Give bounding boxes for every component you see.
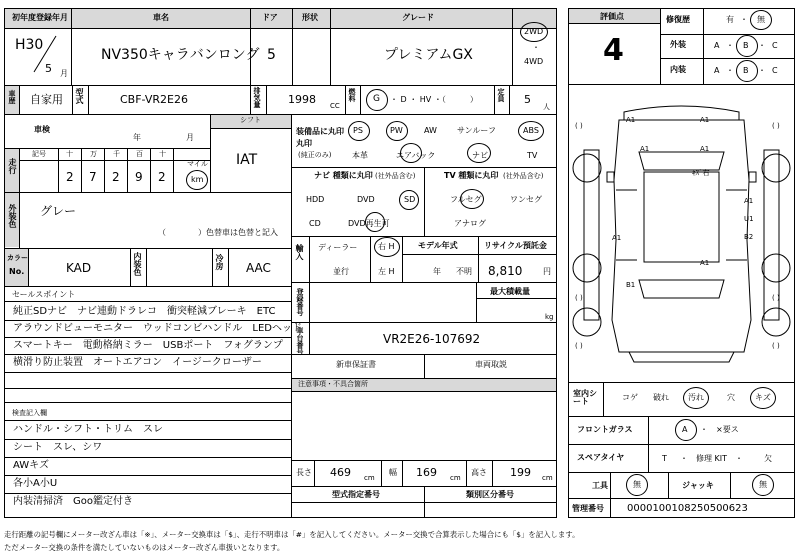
odo-digit-4: 9 xyxy=(135,170,143,184)
damage-mark-7: U1 xyxy=(744,215,754,223)
sales-line-4: 横滑り防止装置 オートエアコン イージークローザー xyxy=(13,357,262,368)
seat-dirt: 汚れ xyxy=(688,393,704,402)
navi-type-label: ナビ 種類に丸印 xyxy=(314,171,373,180)
equip-tv: TV xyxy=(527,151,538,160)
owner-manual: 車両取説 xyxy=(475,360,507,369)
svg-text:( ): ( ) xyxy=(772,294,780,302)
model-year-unit: 年 xyxy=(433,267,441,276)
equip-label-2: 丸印 xyxy=(296,139,312,148)
max-load-unit: kg xyxy=(545,313,554,321)
fuel-options: ・ D ・ HV ・（ ） xyxy=(390,95,478,104)
int-dot-2: ・ xyxy=(758,66,766,75)
equip-leather: 本革 xyxy=(352,151,368,160)
front-glass-label: フロントガラス xyxy=(577,425,633,434)
equip-airbag: エアバック xyxy=(396,151,436,160)
width-unit: cm xyxy=(450,474,461,482)
recycle-yen: 円 xyxy=(543,267,551,276)
seat-scratch: キズ xyxy=(755,393,771,402)
fuel-label: 燃料 xyxy=(348,88,356,102)
damage-mark-1: A1 xyxy=(626,116,636,124)
odo-col-symbol: 記号 xyxy=(32,150,46,158)
navi-hdd: HDD xyxy=(306,195,325,204)
door-label: ドア xyxy=(262,13,278,22)
capacity-unit: 人 xyxy=(543,103,550,111)
svg-text:( ): ( ) xyxy=(575,294,583,302)
new-car-warranty: 新車保証書 xyxy=(336,360,376,369)
door-count: 5 xyxy=(267,47,276,63)
int-c: C xyxy=(772,66,778,75)
svg-text:( ): ( ) xyxy=(575,342,583,350)
damage-mark-4: A1 xyxy=(700,145,710,153)
chassis-number: VR2E26-107692 xyxy=(383,332,481,346)
model-year-unknown: 不明 xyxy=(456,267,472,276)
footer-note-2: ただメーター交換の条件を満たしていないものはメーター改ざん車扱いとなります。 xyxy=(4,543,285,552)
height-label: 高さ xyxy=(471,468,487,477)
tv-type-sub: (社外品含む) xyxy=(503,172,544,180)
inspector-line-1: ハンドル・シフト・トリム スレ xyxy=(13,424,163,435)
damage-mark-5: ｷｽﾞ右 xyxy=(692,169,710,177)
displacement-label: 排気量 xyxy=(253,87,261,108)
seat-label: 室内シート xyxy=(573,389,597,406)
shift-label: シフト xyxy=(240,116,261,124)
odo-col-sen: 千 xyxy=(113,150,120,158)
int-dot-1: ・ xyxy=(726,66,734,75)
color-code: KAD xyxy=(66,261,92,275)
equip-abs: ABS xyxy=(523,126,539,135)
equip-label: 装備品に丸印 xyxy=(296,127,344,136)
color-code-label: カラー xyxy=(7,254,28,262)
navi-cd: CD xyxy=(309,219,321,228)
odo-digit-5: 2 xyxy=(158,170,166,184)
damage-mark-3: A1 xyxy=(640,145,650,153)
model-code: CBF-VR2E26 xyxy=(120,93,188,106)
equip-navi: ナビ xyxy=(472,151,488,160)
import-left-h: 左 H xyxy=(378,267,395,276)
drive-4wd: 4WD xyxy=(524,57,544,66)
equip-aw: AW xyxy=(424,126,437,135)
ext-a: A xyxy=(714,41,720,50)
sales-line-3: スマートキー 電動格納ミラー USBポート フォグランプ xyxy=(13,340,283,351)
tv-fullseg: フルセグ xyxy=(450,195,482,204)
width-value: 169 xyxy=(416,466,437,479)
equip-sunroof: サンルーフ xyxy=(457,126,496,135)
spare-tire-label: スペアタイヤ xyxy=(577,453,625,462)
repair-yes: 有 xyxy=(726,15,734,24)
max-load-label: 最大積載量 xyxy=(490,287,530,296)
footer-note-1: 走行距離の記号欄にメーター改ざん車は「※」、メーター交換車は「$」、走行不明車は「#」を記入してください。メーター交換で合算表示した場合にも「$」を記入します。 xyxy=(4,530,580,539)
seat-tear: 破れ xyxy=(653,393,669,402)
int-a: A xyxy=(714,66,720,75)
mgmt-number: 0000100108250500623 xyxy=(627,503,748,514)
model-label: 型式 xyxy=(75,88,84,104)
equip-ps: PS xyxy=(353,126,363,135)
inspector-line-5: 内装清掃済 Goo鑑定付き xyxy=(13,496,133,507)
import-label: 輸入 xyxy=(295,244,304,260)
use-type: 自家用 xyxy=(30,93,63,106)
spare-none: 欠 xyxy=(764,454,772,463)
seat-burn: コゲ xyxy=(622,393,638,402)
first-reg-label: 初年度登録年月 xyxy=(12,13,68,22)
displacement: 1998 xyxy=(288,93,316,106)
height-value: 199 xyxy=(510,466,531,479)
tools-none: 無 xyxy=(633,480,641,489)
jack-none: 無 xyxy=(759,480,767,489)
ext-color-label: 外装色 xyxy=(8,204,17,228)
length-value: 469 xyxy=(330,466,351,479)
tv-type-label: TV 種類に丸印 xyxy=(444,171,499,180)
navi-type-sub: (社外品含む) xyxy=(375,172,416,180)
grade-value: プレミアムGX xyxy=(384,47,473,63)
first-reg-month: 5 xyxy=(45,62,52,75)
sales-points-label: セールスポイント xyxy=(12,290,76,299)
inspector-line-2: シート スレ、シワ xyxy=(13,442,103,453)
ac-label: 冷房 xyxy=(215,254,224,270)
shaken-label: 車検 xyxy=(34,125,50,134)
svg-text:( ): ( ) xyxy=(575,122,583,130)
tv-oneseg: ワンセグ xyxy=(510,195,542,204)
ext-dot-1: ・ xyxy=(726,41,734,50)
car-name-label: 車名 xyxy=(153,13,169,22)
sales-line-2: アラウンドビューモニター ウッドコンビハンドル LEDヘッド xyxy=(13,323,302,334)
import-parallel: 並行 xyxy=(333,267,349,276)
odo-digit-1: 2 xyxy=(66,170,74,184)
ext-color: グレー xyxy=(40,204,77,218)
ext-c: C xyxy=(772,41,778,50)
odometer-label: 走行 xyxy=(8,158,17,174)
tools-label: 工具 xyxy=(592,481,608,490)
odo-col-man: 万 xyxy=(90,150,97,158)
navi-dvd: DVD xyxy=(357,195,375,204)
equip-sub: (純正のみ) xyxy=(298,151,332,159)
odo-col-hyaku: 百 xyxy=(136,150,143,158)
score-label: 評価点 xyxy=(600,12,624,21)
cc-unit: CC xyxy=(330,102,340,110)
import-dealer: ディーラー xyxy=(318,243,358,252)
odo-col-mile: マイル xyxy=(187,160,208,168)
length-label: 長さ xyxy=(296,468,312,477)
capacity: 5 xyxy=(524,93,531,106)
glass-options: ・ ×要ス xyxy=(700,425,739,434)
repair-none: 無 xyxy=(757,15,765,24)
grade-label: グレード xyxy=(402,13,434,22)
drive-dot: ・ xyxy=(532,43,540,52)
seat-hole: 穴 xyxy=(727,393,735,402)
km-unit: km xyxy=(191,175,204,184)
navi-sd: SD xyxy=(404,195,416,204)
score-value: 4 xyxy=(603,33,624,68)
tv-analog: アナログ xyxy=(454,219,486,228)
jack-label: ジャッキ xyxy=(682,481,714,490)
shape-label: 形状 xyxy=(302,13,318,22)
ext-b: B xyxy=(743,41,749,50)
glass-a: A xyxy=(682,425,688,434)
class-number-label: 類別区分番号 xyxy=(466,490,514,499)
import-right-h: 右 H xyxy=(378,242,395,251)
car-name: NV350キャラバンロング xyxy=(101,47,260,63)
interior-label: 内装 xyxy=(670,65,686,74)
shift-value: IAT xyxy=(236,152,258,168)
reg-date-slash xyxy=(30,34,60,74)
fuel-g: G xyxy=(373,94,380,104)
recycle-label: リサイクル預託金 xyxy=(484,241,547,250)
odo-col-10: 十 xyxy=(66,150,73,158)
drive-2wd: 2WD xyxy=(524,27,544,36)
shaken-year-unit: 年 xyxy=(133,133,141,142)
ext-dot-2: ・ xyxy=(758,41,766,50)
sales-line-1: 純正SDナビ ナビ連動ドラレコ 衝突軽減ブレーキ ETC xyxy=(13,306,276,317)
shaken-month-unit: 月 xyxy=(186,133,194,142)
height-unit: cm xyxy=(542,474,553,482)
inspector-label: 検査記入欄 xyxy=(12,409,47,417)
repair-dot: ・ xyxy=(740,15,748,24)
odo-digit-3: 2 xyxy=(112,170,120,184)
notes-label: 注意事項・不具合箇所 xyxy=(298,380,368,388)
odo-digit-2: 7 xyxy=(89,170,97,184)
equip-pw: PW xyxy=(390,126,403,135)
damage-mark-6: A1 xyxy=(744,197,754,205)
header-label-row xyxy=(5,9,556,28)
capacity-label: 定員 xyxy=(497,88,505,102)
color-code-label-2: No. xyxy=(9,267,25,276)
reg-number-label: 登録番号 xyxy=(296,288,304,316)
odo-col-juu: 十 xyxy=(159,150,166,158)
color-change-note: （ ）色替車は色替と記入 xyxy=(158,228,278,237)
damage-mark-8: B2 xyxy=(744,233,754,241)
chassis-label: 車台番号 xyxy=(296,327,304,355)
inspector-line-3: AWキズ xyxy=(13,460,49,471)
navi-dvd-play: DVD再生可 xyxy=(348,219,390,228)
damage-mark-11: B1 xyxy=(626,281,636,289)
int-b: B xyxy=(743,66,749,75)
length-unit: cm xyxy=(364,474,375,482)
interior-color-label: 内装色 xyxy=(133,252,142,276)
damage-mark-9: A1 xyxy=(612,234,622,242)
mgmt-label: 管理番号 xyxy=(572,504,604,513)
spare-t: T xyxy=(662,454,667,463)
first-reg-month-unit: 月 xyxy=(60,69,68,78)
car-damage-diagram xyxy=(569,90,794,375)
inspector-line-4: 各小A小U xyxy=(13,478,58,489)
type-designation-label: 型式指定番号 xyxy=(332,490,380,499)
width-label: 幅 xyxy=(389,468,397,477)
exterior-label: 外装 xyxy=(670,40,686,49)
model-year-label: モデル年式 xyxy=(418,241,458,250)
recycle-fee: 8,810 xyxy=(488,264,523,278)
spare-kit: ・ 修理 KIT ・ xyxy=(680,454,744,463)
ac-value: AAC xyxy=(246,261,271,275)
reg-history-label: 車歴 xyxy=(8,90,16,104)
damage-mark-2: A1 xyxy=(700,116,710,124)
first-reg-year: H30 xyxy=(15,37,44,53)
repair-label: 修復歴 xyxy=(666,15,690,24)
svg-text:( ): ( ) xyxy=(772,342,780,350)
damage-mark-10: A1 xyxy=(700,259,710,267)
svg-text:( ): ( ) xyxy=(772,122,780,130)
